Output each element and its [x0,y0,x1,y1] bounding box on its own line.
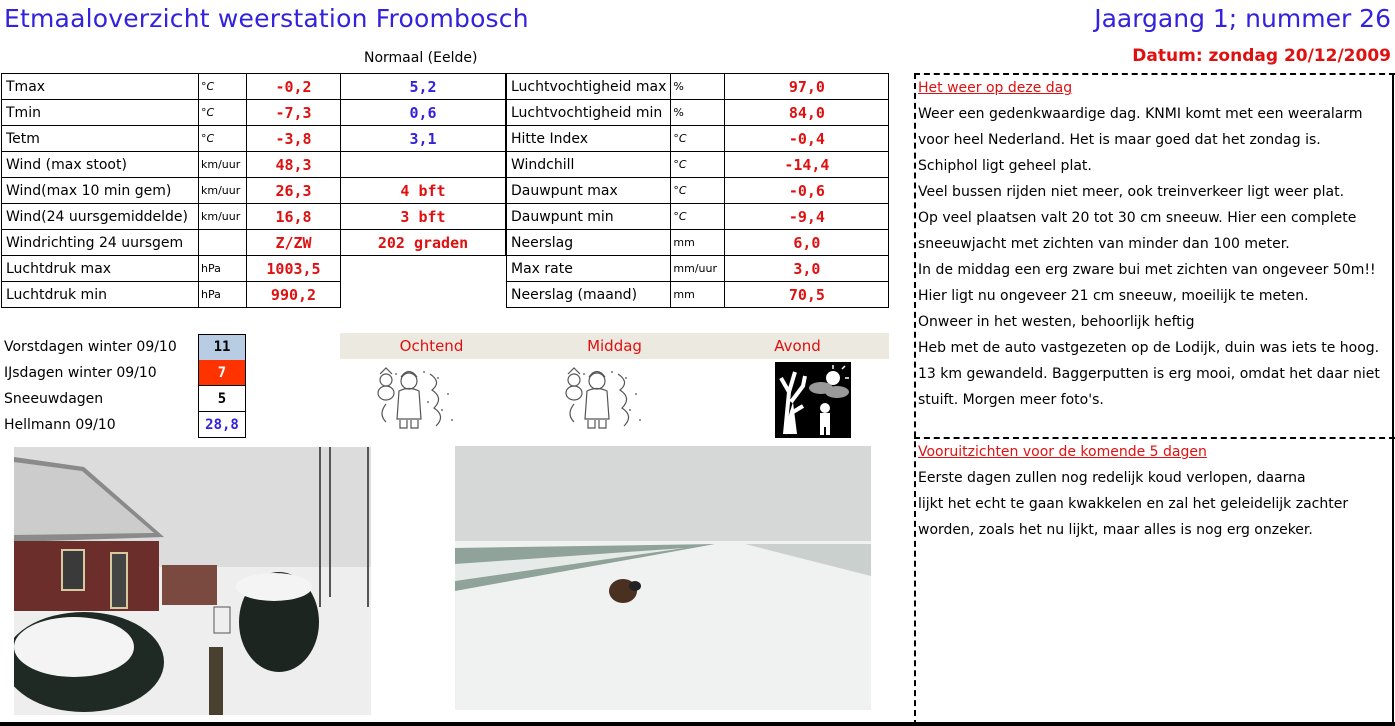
measure-unit: hPa [199,282,247,308]
measure-unit: % [671,74,725,100]
measure-label: Hitte Index [507,126,671,152]
measure-unit: °C [199,126,247,152]
text-line: 13 km gewandeld. Baggerputten is erg mooi, omdat het daar niet [918,366,1380,382]
table-row [2,282,506,308]
measure-label: Tmax [2,74,199,100]
measure-unit: % [671,100,725,126]
text-line: stuift. Morgen meer foto's. [918,392,1104,408]
text-line: Hier ligt nu ongeveer 21 cm sneeuw, moeilijk te meten. [918,288,1309,304]
measure-unit: °C [199,100,247,126]
measure-label: Windrichting 24 uursgem [2,230,199,256]
house-snow-photo [14,447,371,715]
normal-value [341,152,506,178]
table-row [2,230,506,256]
measure-value: 48,3 [247,152,341,178]
measure-value: -0,6 [725,178,889,204]
text-line: Eerste dagen zullen nog redelijk koud verlopen, daarna [918,470,1306,486]
outlook-heading: Vooruitzichten voor de komende 5 dagen [918,444,1207,460]
stat-row [4,360,246,386]
measure-unit [199,230,247,256]
winter-stats [4,334,246,438]
measure-value: -9,4 [725,204,889,230]
normal-value: 4 bft [341,178,506,204]
page-border-bottom [0,722,1395,726]
measure-value: -14,4 [725,152,889,178]
table-row [2,152,506,178]
measure-label: Max rate [507,256,671,282]
measure-label: Windchill [507,152,671,178]
table-row [2,204,506,230]
stat-row [4,386,246,412]
stat-value: 11 [198,334,246,361]
table-row [507,178,889,204]
measure-unit: mm/uur [671,256,725,282]
measure-label: Dauwpunt min [507,204,671,230]
measure-label: Luchtdruk min [2,282,199,308]
page-title: Etmaaloverzicht weerstation Froombosch [4,4,529,33]
measure-value: -0,4 [725,126,889,152]
left-measurements-table [1,73,506,308]
measure-unit: °C [671,126,725,152]
text-line: voor heel Nederland. Het is maar goed dat het zondag is. [918,132,1321,148]
text-line: Veel bussen rijden niet meer, ook treinverkeer ligt weer plat. [918,184,1345,200]
measure-label: Wind(max 10 min gem) [2,178,199,204]
measure-label: Neerslag (maand) [507,282,671,308]
measure-unit: mm [671,230,725,256]
normal-value: 5,2 [341,74,506,100]
measure-value: -0,2 [247,74,341,100]
weather-today-heading: Het weer op deze dag [918,80,1073,96]
weather-today-panel [914,75,1392,413]
stat-label: Sneeuwdagen [4,391,104,407]
measure-value: 26,3 [247,178,341,204]
table-row [507,126,889,152]
measure-label: Tetm [2,126,199,152]
normal-value: 0,6 [341,100,506,126]
measure-label: Neerslag [507,230,671,256]
table-row [507,282,889,308]
measure-label: Tmin [2,100,199,126]
table-row [507,256,889,282]
daypart-header [340,333,889,359]
measure-unit: °C [671,178,725,204]
outlook-panel [914,439,1392,543]
normal-value: 3 bft [341,204,506,230]
daypart-afternoon-label: Middag [587,337,642,355]
snowman-cold-icon [560,364,650,434]
measure-unit: hPa [199,256,247,282]
right-measurements-table [506,73,889,308]
table-row [2,126,506,152]
stat-label: Hellmann 09/10 [4,417,116,433]
text-line: worden, zoals het nu lijkt, maar alles is nog erg onzeker. [918,522,1313,538]
measure-value: 84,0 [725,100,889,126]
stat-label: IJsdagen winter 09/10 [4,365,157,381]
snowman-cold-icon [372,364,462,434]
measure-unit: km/uur [199,152,247,178]
table-row [507,100,889,126]
measure-unit: km/uur [199,178,247,204]
page-border-right [1392,73,1394,726]
stat-label: Vorstdagen winter 09/10 [4,339,177,355]
measure-unit: °C [671,152,725,178]
measure-unit: mm [671,282,725,308]
text-line: Heb met de auto vastgezeten op de Lodijk, duin was iets te hoog. [918,340,1380,356]
text-line: Schiphol ligt geheel plat. [918,158,1092,174]
measure-label: Wind (max stoot) [2,152,199,178]
measure-value: 1003,5 [247,256,341,282]
daypart-evening-label: Avond [774,337,821,355]
table-row [507,230,889,256]
stat-row [4,334,246,360]
empty-cell [341,256,506,282]
empty-cell [341,282,506,308]
measure-value: 6,0 [725,230,889,256]
stat-row [4,412,246,438]
tree-wind-cloud-icon [775,362,851,438]
measure-label: Luchtdruk max [2,256,199,282]
measure-label: Luchtvochtigheid min [507,100,671,126]
table-row [2,178,506,204]
measure-label: Luchtvochtigheid max [507,74,671,100]
dog-snow-field-photo [455,446,871,710]
measure-unit: °C [671,204,725,230]
table-row [2,74,506,100]
text-line: sneeuwjacht met zichten van minder dan 100 meter. [918,236,1290,252]
measure-value: Z/ZW [247,230,341,256]
text-line: lijkt het echt te gaan kwakkelen en zal het geleidelijk zachter [918,496,1349,512]
normal-value: 3,1 [341,126,506,152]
text-line: Weer een gedenkwaardige dag. KNMI komt met een weeralarm [918,106,1363,122]
measure-value: 3,0 [725,256,889,282]
report-date: Datum: zondag 20/12/2009 [1132,46,1391,66]
measure-unit: km/uur [199,204,247,230]
measure-value: 990,2 [247,282,341,308]
daypart-morning-label: Ochtend [399,337,464,355]
measure-label: Dauwpunt max [507,178,671,204]
text-line: Onweer in het westen, behoorlijk heftig [918,314,1195,330]
table-row [2,100,506,126]
measure-value: 16,8 [247,204,341,230]
text-line: Op veel plaatsen valt 20 tot 30 cm sneeuw. Hier een complete [918,210,1357,226]
text-line: In de middag een erg zware bui met zichten van ongeveer 50m!! [918,262,1376,278]
stat-value: 7 [198,360,246,386]
measure-value: 97,0 [725,74,889,100]
table-row [507,152,889,178]
issue-number: Jaargang 1; nummer 26 [1094,4,1391,33]
stat-value: 5 [198,386,246,412]
stat-value: 28,8 [198,412,246,438]
normal-value: 202 graden [341,230,506,256]
normal-column-label: Normaal (Eelde) [364,50,478,66]
measure-value: -3,8 [247,126,341,152]
table-row [2,256,506,282]
table-row [507,204,889,230]
measure-value: 70,5 [725,282,889,308]
measure-unit: °C [199,74,247,100]
measure-value: -7,3 [247,100,341,126]
table-row [507,74,889,100]
measure-label: Wind(24 uursgemiddelde) [2,204,199,230]
